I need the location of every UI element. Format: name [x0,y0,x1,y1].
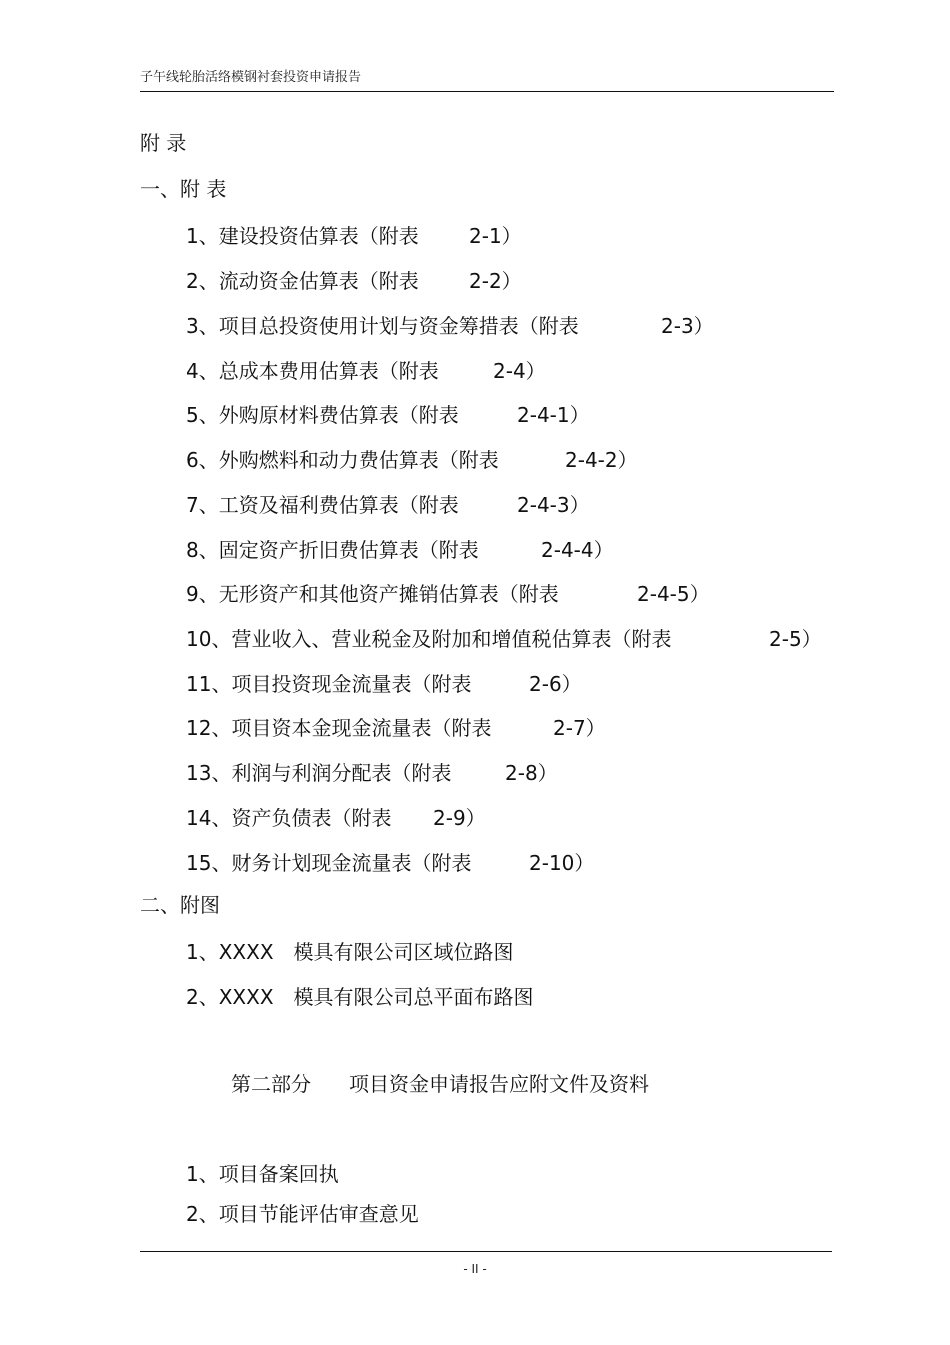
appendix-table-item-name: 9、无形资产和其他资产摊销估算表（附表 [186,582,559,606]
appendix-table-item-name: 7、工资及福利费估算表（附表 [186,493,459,517]
appendix-table-item-code: 2-4） [493,359,546,383]
appendix-table-item [186,314,714,338]
appendix-table-item [186,493,590,517]
appendix-table-item [186,627,822,651]
figure-item-prefix: 1、XXXX [186,940,274,964]
appendix-table-item-name: 2、流动资金估算表（附表 [186,269,419,293]
appendix-table-item-code: 2-2） [469,269,522,293]
appendix-table-item-code: 2-4-2） [565,448,638,472]
part2-heading [231,1072,649,1096]
appendix-table-item-name: 4、总成本费用估算表（附表 [186,359,439,383]
appendix-table-item-name: 13、利润与利润分配表（附表 [186,761,452,785]
section1-title: 一、附 表 [140,177,227,201]
appendix-table-item-code: 2-4-3） [517,493,590,517]
appendix-table-item-code: 2-1） [469,224,522,248]
footer-rule [140,1251,832,1252]
appendix-table-item [186,224,522,248]
appendix-table-item [186,716,606,740]
appendix-title: 附 录 [140,131,187,155]
appendix-table-item [186,761,558,785]
running-header: 子午线轮胎活络模钢衬套投资申请报告 [140,70,362,85]
attachment-item-2: 2、项目节能评估审查意见 [186,1202,419,1226]
appendix-table-item-name: 15、财务计划现金流量表（附表 [186,851,472,875]
appendix-table-item-name: 8、固定资产折旧费估算表（附表 [186,538,479,562]
appendix-table-item-name: 3、项目总投资使用计划与资金筹措表（附表 [186,314,579,338]
appendix-table-item [186,448,638,472]
appendix-table-item-code: 2-4-5） [637,582,710,606]
appendix-table-item-name: 5、外购原材料费估算表（附表 [186,403,459,427]
appendix-table-item-code: 2-4-4） [541,538,614,562]
header-rule [140,91,834,92]
appendix-table-item-code: 2-6） [529,672,582,696]
appendix-table-item-name: 12、项目资本金现金流量表（附表 [186,716,492,740]
appendix-table-item [186,582,710,606]
appendix-table-item-code: 2-3） [661,314,714,338]
appendix-table-item-code: 2-5） [769,627,822,651]
appendix-table-item [186,403,590,427]
appendix-table-item-code: 2-10） [529,851,595,875]
appendix-table-item-name: 6、外购燃料和动力费估算表（附表 [186,448,499,472]
part2-label: 第二部分 [231,1072,311,1096]
appendix-table-item-name: 11、项目投资现金流量表（附表 [186,672,472,696]
appendix-table-item [186,672,582,696]
figure-item-1 [186,940,514,964]
part2-title: 项目资金申请报告应附文件及资料 [349,1072,649,1096]
appendix-table-item-code: 2-4-1） [517,403,590,427]
appendix-table-item-name: 14、资产负债表（附表 [186,806,392,830]
appendix-table-item-code: 2-8） [505,761,558,785]
section2-title: 二、附图 [140,893,220,917]
appendix-table-item-code: 2-7） [553,716,606,740]
appendix-table-item [186,359,546,383]
figure-item-prefix: 2、XXXX [186,985,274,1009]
page-number: - II - [463,1262,487,1276]
figure-item-name: 模具有限公司总平面布路图 [293,985,534,1009]
appendix-table-item [186,269,522,293]
appendix-table-item [186,806,486,830]
appendix-table-item-name: 10、营业收入、营业税金及附加和增值税估算表（附表 [186,627,672,651]
appendix-table-item-code: 2-9） [433,806,486,830]
attachment-item-1: 1、项目备案回执 [186,1162,339,1186]
figure-item-name: 模具有限公司区域位路图 [293,940,514,964]
appendix-table-item [186,851,595,875]
appendix-table-item-name: 1、建设投资估算表（附表 [186,224,419,248]
appendix-table-item [186,538,614,562]
figure-item-2 [186,985,534,1009]
